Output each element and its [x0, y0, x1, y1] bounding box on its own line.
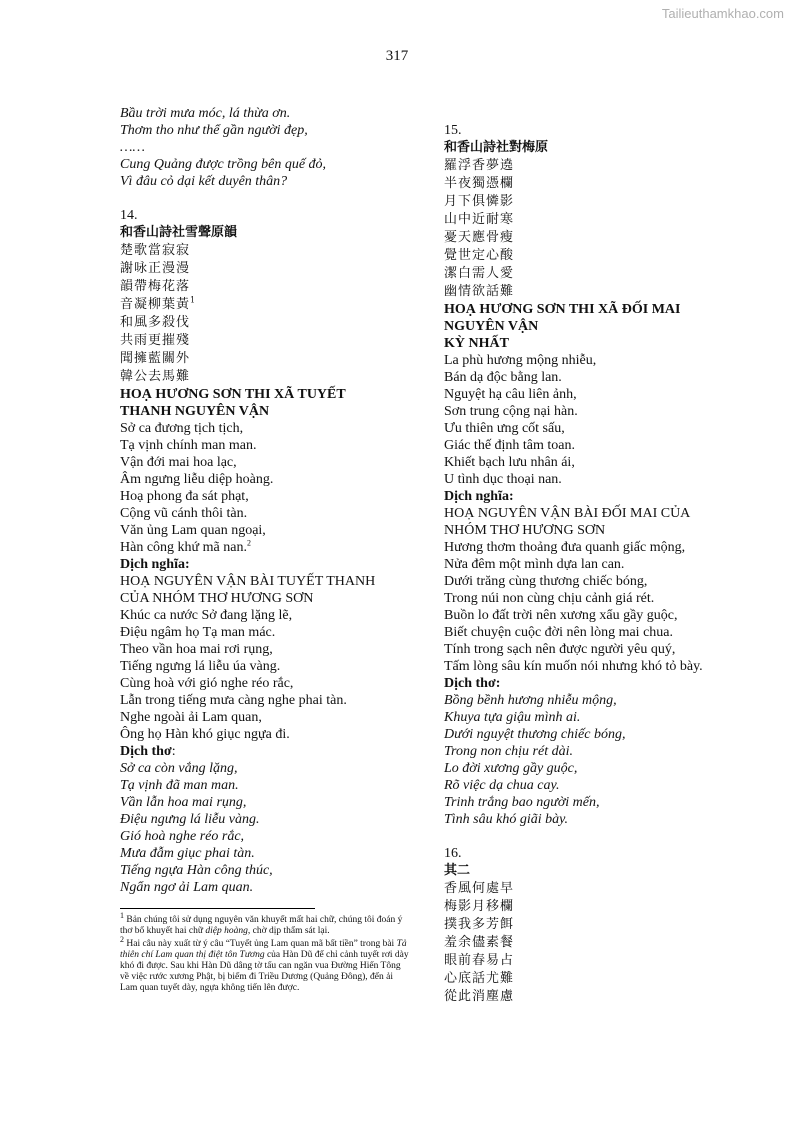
right-column [444, 122, 744, 1006]
poetry-line: Rõ việc dạ chua cay. [444, 778, 560, 793]
poem-title: HOẠ HƯƠNG SƠN THI XÃ ĐỐI MAI [444, 302, 681, 317]
han-title: 其二 [444, 863, 471, 878]
poetry-line: Ngẩn ngơ ải Lam quan. [120, 880, 254, 895]
poetry-line: Bồng bềnh hương nhiễu mộng, [444, 693, 617, 708]
left-column [120, 105, 410, 996]
poetry-label-colon: : [171, 744, 176, 759]
translation-line: Điệu ngâm họ Tạ man mác. [120, 625, 276, 640]
translation-title: HOẠ NGUYÊN VẬN BÀI TUYẾT THANH [120, 574, 376, 589]
han-line: 月下俱憐影 [444, 194, 515, 209]
reading-line: Sở ca đương tịch tịch, [120, 421, 244, 436]
han-line: 聞擁藍關外 [120, 351, 191, 366]
translation-line: Biết chuyện cuộc đời nên lòng mai chua. [444, 625, 674, 640]
translation-title: CỦA NHÓM THƠ HƯƠNG SƠN [120, 591, 314, 606]
poem-title: THANH NGUYÊN VẬN [120, 404, 270, 419]
translation-line: Trong núi non cùng chịu cảnh giá rét. [444, 591, 655, 606]
translation-line: Khúc ca nước Sở đang lặng lẽ, [120, 608, 293, 623]
han-line [120, 296, 410, 314]
translation-line: Tấm lòng sâu kín muốn nói nhưng khó tỏ bày. [444, 659, 703, 674]
poetry-line: Trinh trắng bao người mến, [444, 795, 600, 810]
reading-line: Âm ngưng liễu diệp hoàng. [120, 472, 274, 487]
translation-line: Buồn lo đất trời nên xương xẩu gầy guộc, [444, 608, 678, 623]
han-line: 心底話尤難 [444, 971, 515, 986]
footnote-ref: 1 [190, 295, 197, 305]
reading-line [120, 539, 410, 556]
poetry-line: Dưới nguyệt thương chiếc bóng, [444, 727, 626, 742]
reading-line: Khiết bạch lưu nhân ái, [444, 455, 575, 470]
poetry-line: Sở ca còn vắng lặng, [120, 761, 238, 776]
verse-line: Cung Quảng được trồng bên quế đỏ, [120, 157, 327, 172]
poem-title: KỲ NHẤT [444, 336, 509, 351]
han-line: 謝咏正漫漫 [120, 261, 191, 276]
translation-line: Dưới trăng cùng thương chiếc bóng, [444, 574, 648, 589]
han-line: 韻帶梅花落 [120, 279, 191, 294]
han-title: 和香山詩社對梅原 [444, 140, 549, 155]
han-line: 韓公去馬難 [120, 369, 191, 384]
han-line: 憂天應骨瘦 [444, 230, 515, 245]
poetry-line: Tiếng ngựa Hàn công thúc, [120, 863, 273, 878]
poem-15 [444, 122, 744, 828]
han-line: 香風何處早 [444, 881, 515, 896]
translation-line: Nghe ngoài ải Lam quan, [120, 710, 262, 725]
reading-line: Sơn trung cộng nại hàn. [444, 404, 578, 419]
reading-line: Vận đới mai hoa lạc, [120, 455, 237, 470]
verse-line: …… [120, 140, 145, 155]
poetry-line: Khuya tựa giậu mình ai. [444, 710, 581, 725]
poem-number: 16. [444, 846, 462, 861]
han-line: 羅浮香夢遶 [444, 158, 515, 173]
han-line: 覺世定心酸 [444, 248, 515, 263]
han-line: 楚歌當寂寂 [120, 243, 191, 258]
han-line: 從此消塵慮 [444, 989, 515, 1004]
poetry-line: Vần lẫn hoa mai rụng, [120, 795, 247, 810]
poetry-line: Trong non chịu rét dài. [444, 744, 573, 759]
footnote-italic: diệp hoàng [205, 926, 248, 936]
poem-title: HOẠ HƯƠNG SƠN THI XÃ TUYẾT [120, 387, 346, 402]
translation-line: Ông họ Hàn khó giục ngựa đi. [120, 727, 290, 742]
poetry-line: Gió hoà nghe réo rắc, [120, 829, 245, 844]
poetry-label: Dịch thơ: [444, 676, 501, 691]
footnote-italic: Tả thiên chí Lam quan thị điệt tôn Tương [120, 939, 407, 960]
poem-16 [444, 845, 744, 1006]
reading-line: Nguyệt hạ câu liên ảnh, [444, 387, 577, 402]
han-line-text: 音凝柳葉黃 [120, 297, 191, 312]
footnote-text: của Hàn Dũ để chỉ cảnh tuyết rơi dày khó đi được. Sau khi Hàn Dũ dâng tờ tấu can ngăn vua Đường Hiến Tông về việc rước xương Phật, bị biếm đi Triều Dương (Quảng Đông), đến ải Lam quan tuyết dày, ngựa không tiến lên được. [120, 950, 409, 993]
han-line: 幽情欲話難 [444, 284, 515, 299]
translation-line: Theo vần hoa mai rơi rụng, [120, 642, 273, 657]
verse-line: Bầu trời mưa móc, lá thừa ơn. [120, 106, 291, 121]
footnote-number: 2 [120, 934, 124, 944]
poem-number: 14. [120, 208, 138, 223]
han-title: 和香山詩社雪聲原韻 [120, 225, 238, 240]
verse-line: Thơm tho như thể gần người đẹp, [120, 123, 308, 138]
translation-title: NHÓM THƠ HƯƠNG SƠN [444, 523, 606, 538]
poem-14 [120, 207, 410, 896]
footnote-text: Hai câu này xuất từ ý câu “Tuyết ủng Lam quan mã bất tiền” trong bài [126, 939, 397, 949]
poetry-line: Tạ vịnh đã man man. [120, 778, 239, 793]
footnote-text: Bản chúng tôi sử dụng nguyên văn khuyết mất hai chữ, chúng tôi đoán ý thơ bổ khuyết hai chữ [120, 915, 403, 936]
reading-line: Cộng vũ cánh thôi tàn. [120, 506, 248, 521]
han-line: 眼前春易占 [444, 953, 515, 968]
han-line: 撲我多芳餌 [444, 917, 515, 932]
reading-line: Giác thế định tâm toan. [444, 438, 576, 453]
translation-line: Tiếng ngưng lá liễu úa vàng. [120, 659, 281, 674]
han-line: 山中近耐寒 [444, 212, 515, 227]
poetry-label-text: Dịch thơ [120, 744, 172, 759]
footnote [120, 910, 410, 937]
translation-line: Tính trong sạch nên được người yêu quý, [444, 642, 676, 657]
translation-line: Hương thơm thoảng đưa quanh giấc mộng, [444, 540, 686, 555]
footnote-text: , chờ dịp thẩm sát lại. [247, 926, 330, 936]
han-line: 羞余儘素餐 [444, 935, 515, 950]
footnote [120, 934, 410, 994]
translation-line: Lẫn trong tiếng mưa càng nghe phai tàn. [120, 693, 347, 708]
poetry-line: Lo đời xương gầy guộc, [444, 761, 578, 776]
poetry-label [120, 743, 410, 760]
watermark: Tailieuthamkhao.com [661, 6, 784, 21]
footnotes [120, 910, 410, 994]
reading-line: La phù hương mộng nhiễu, [444, 353, 597, 368]
reading-line: Tạ vịnh chính man man. [120, 438, 257, 453]
reading-line: Văn ủng Lam quan ngoại, [120, 523, 266, 538]
translation-line: Nửa đêm một mình dựa lan can. [444, 557, 625, 572]
reading-line: U tình dục thoại nan. [444, 472, 562, 487]
han-line: 半夜獨憑欄 [444, 176, 515, 191]
han-line: 和風多殺伐 [120, 315, 191, 330]
poetry-line: Tình sâu khó giãi bày. [444, 812, 569, 827]
poem-number: 15. [444, 123, 462, 138]
reading-line-text: Hàn công khứ mã nan. [120, 540, 247, 555]
reading-line: Ưu thiên ưng cốt sấu, [444, 421, 565, 436]
translation-line: Cùng hoà với gió nghe réo rắc, [120, 676, 294, 691]
footnote-ref: 2 [246, 538, 251, 548]
translation-title: HOẠ NGUYÊN VẬN BÀI ĐỐI MAI CỦA [444, 506, 691, 521]
poem-title: NGUYÊN VẬN [444, 319, 539, 334]
footnote-number: 1 [120, 910, 124, 920]
translation-label: Dịch nghĩa: [444, 489, 514, 504]
han-line: 潔白需人愛 [444, 266, 515, 281]
reading-line: Bán dạ độc bằng lan. [444, 370, 562, 385]
translation-label: Dịch nghĩa: [120, 557, 190, 572]
han-line: 共雨更摧殘 [120, 333, 191, 348]
poetry-line: Điệu ngưng lá liễu vàng. [120, 812, 260, 827]
han-line: 梅影月移欄 [444, 899, 515, 914]
footnote-divider [120, 908, 315, 909]
intro-verse [120, 105, 410, 190]
verse-line: Vì đâu cỏ dại kết duyên thân? [120, 174, 288, 189]
page-number: 317 [385, 48, 409, 64]
poetry-line: Mưa đẫm giục phai tàn. [120, 846, 255, 861]
reading-line: Hoạ phong đa sát phạt, [120, 489, 249, 504]
